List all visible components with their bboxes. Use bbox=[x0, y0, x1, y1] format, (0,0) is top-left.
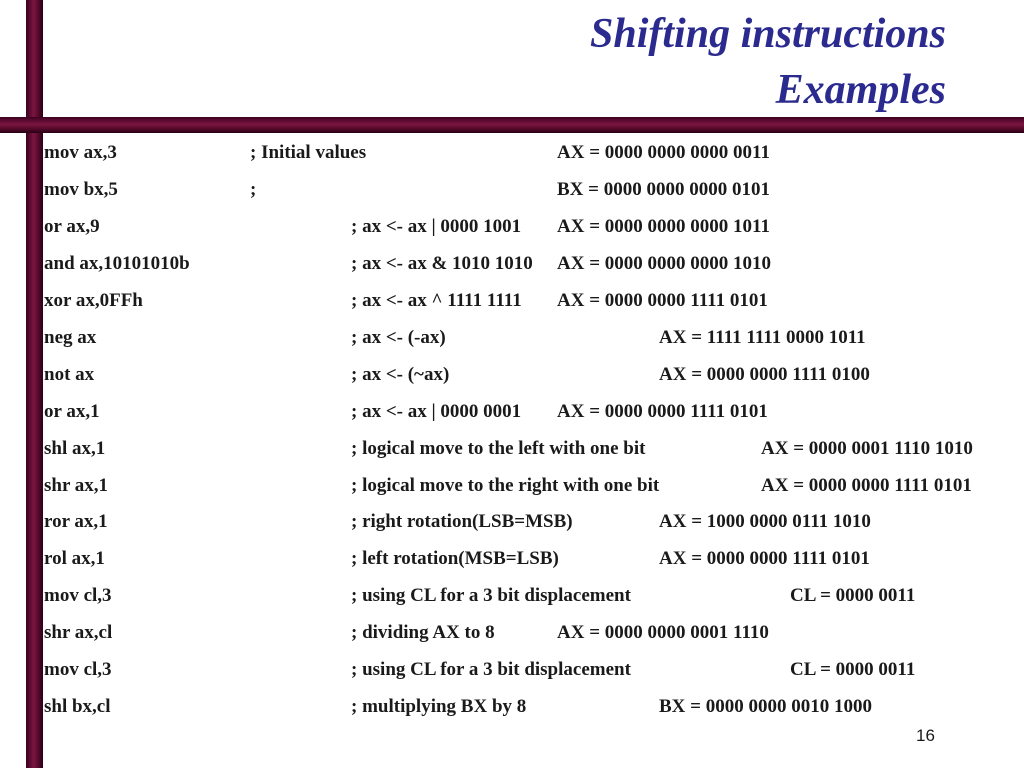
instruction: rol ax,1 bbox=[44, 548, 105, 569]
instruction: or ax,1 bbox=[44, 401, 100, 422]
register-value: AX = 0000 0000 1111 0100 bbox=[659, 364, 870, 385]
instruction: shr ax,cl bbox=[44, 622, 113, 643]
register-value: BX = 0000 0000 0000 0101 bbox=[557, 179, 770, 200]
comment: ; ax <- ax ^ 1111 1111 bbox=[351, 290, 522, 311]
code-row bbox=[0, 178, 1024, 202]
code-row bbox=[0, 621, 1024, 645]
instruction: mov bx,5 bbox=[44, 179, 118, 200]
code-row bbox=[0, 363, 1024, 387]
code-row bbox=[0, 658, 1024, 682]
instruction: not ax bbox=[44, 364, 95, 385]
register-value: AX = 0000 0000 1111 0101 bbox=[761, 475, 972, 496]
instruction: shl ax,1 bbox=[44, 438, 106, 459]
register-value: CL = 0000 0011 bbox=[790, 585, 916, 606]
instruction: mov ax,3 bbox=[44, 142, 117, 163]
code-row bbox=[0, 289, 1024, 313]
comment: ; dividing AX to 8 bbox=[351, 622, 495, 643]
instruction: and ax,10101010b bbox=[44, 253, 190, 274]
comment: ; using CL for a 3 bit displacement bbox=[351, 585, 631, 606]
instruction: xor ax,0FFh bbox=[44, 290, 143, 311]
comment: ; left rotation(MSB=LSB) bbox=[351, 548, 559, 569]
register-value: AX = 0000 0000 1111 0101 bbox=[659, 548, 870, 569]
instruction: mov cl,3 bbox=[44, 659, 112, 680]
code-row bbox=[0, 510, 1024, 534]
instruction: ror ax,1 bbox=[44, 511, 108, 532]
title-divider-bar bbox=[0, 117, 1024, 133]
code-row bbox=[0, 547, 1024, 571]
title-line-2: Examples bbox=[775, 67, 946, 113]
code-row bbox=[0, 326, 1024, 350]
register-value: AX = 0000 0000 1111 0101 bbox=[557, 401, 768, 422]
register-value: BX = 0000 0000 0010 1000 bbox=[659, 696, 872, 717]
register-value: AX = 0000 0000 1111 0101 bbox=[557, 290, 768, 311]
title-line-1: Shifting instructions bbox=[590, 11, 946, 57]
comment: ; right rotation(LSB=MSB) bbox=[351, 511, 573, 532]
comment: ; ax <- ax | 0000 1001 bbox=[351, 216, 522, 237]
code-row bbox=[0, 584, 1024, 608]
instruction: neg ax bbox=[44, 327, 97, 348]
register-value: AX = 0000 0000 0000 1011 bbox=[557, 216, 770, 237]
comment: ; ax <- (-ax) bbox=[351, 327, 446, 348]
instruction: shr ax,1 bbox=[44, 475, 109, 496]
comment: ; bbox=[250, 179, 257, 200]
comment: ; ax <- (~ax) bbox=[351, 364, 450, 385]
instruction: mov cl,3 bbox=[44, 585, 112, 606]
instruction: shl bx,cl bbox=[44, 696, 111, 717]
code-row bbox=[0, 400, 1024, 424]
code-row bbox=[0, 474, 1024, 498]
register-value: AX = 1111 1111 0000 1011 bbox=[659, 327, 866, 348]
register-value: CL = 0000 0011 bbox=[790, 659, 916, 680]
code-row bbox=[0, 437, 1024, 461]
register-value: AX = 0000 0000 0001 1110 bbox=[557, 622, 769, 643]
code-row bbox=[0, 141, 1024, 165]
comment: ; logical move to the left with one bit bbox=[351, 438, 646, 459]
code-row bbox=[0, 252, 1024, 276]
comment: ; multiplying BX by 8 bbox=[351, 696, 527, 717]
register-value: AX = 1000 0000 0111 1010 bbox=[659, 511, 871, 532]
comment: ; ax <- ax & 1010 1010 bbox=[351, 253, 533, 274]
slide-title bbox=[590, 6, 946, 118]
code-row bbox=[0, 695, 1024, 719]
comment: ; Initial values bbox=[250, 142, 367, 163]
code-row bbox=[0, 215, 1024, 239]
register-value: AX = 0000 0001 1110 1010 bbox=[761, 438, 973, 459]
page-number: 16 bbox=[916, 726, 935, 745]
register-value: AX = 0000 0000 0000 0011 bbox=[557, 142, 770, 163]
register-value: AX = 0000 0000 0000 1010 bbox=[557, 253, 772, 274]
instruction: or ax,9 bbox=[44, 216, 100, 237]
comment: ; using CL for a 3 bit displacement bbox=[351, 659, 631, 680]
comment: ; logical move to the right with one bit bbox=[351, 475, 660, 496]
comment: ; ax <- ax | 0000 0001 bbox=[351, 401, 522, 422]
